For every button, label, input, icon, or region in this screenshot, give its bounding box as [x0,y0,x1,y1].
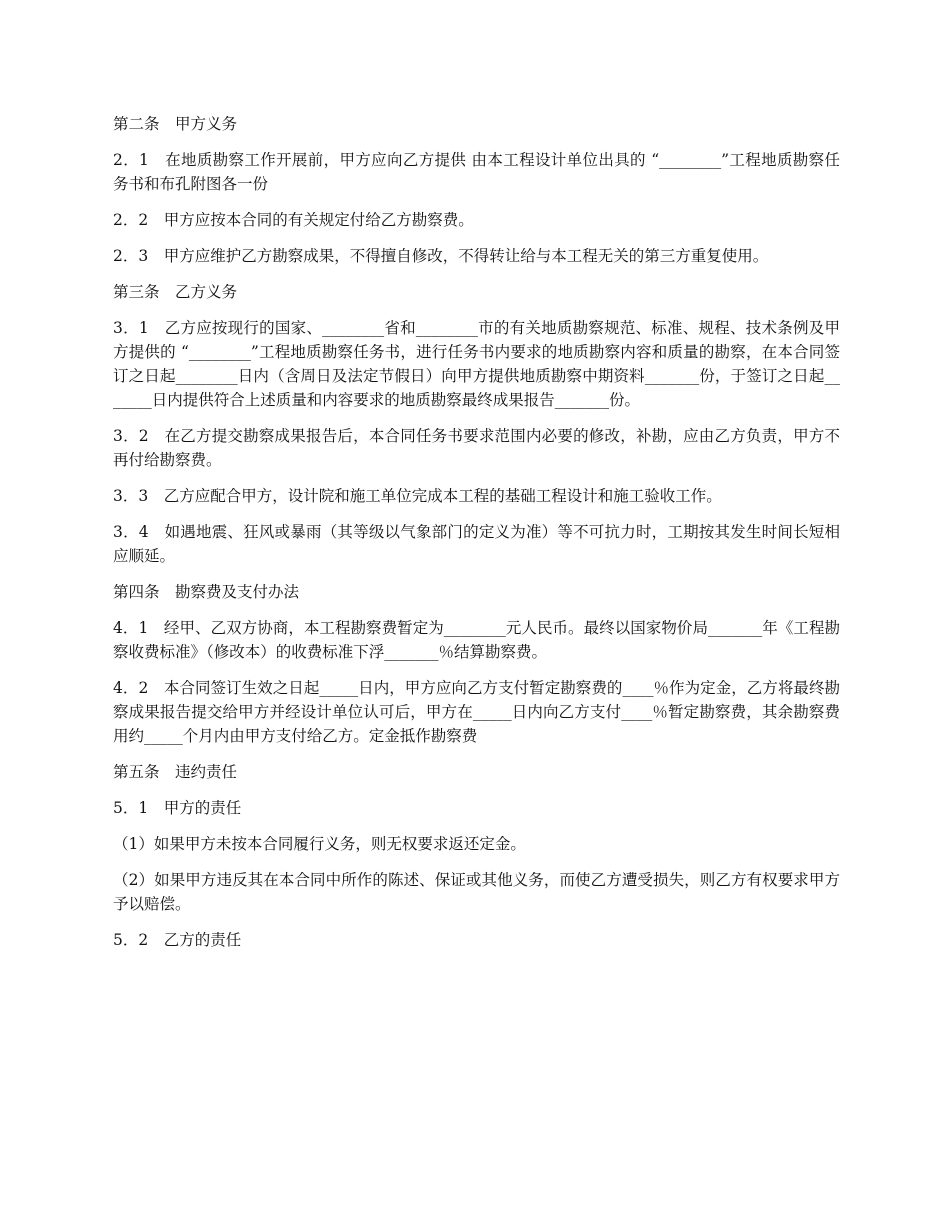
clause-3-3: 3．3 乙方应配合甲方，设计院和施工单位完成本工程的基础工程设计和施工验收工作。 [113,487,722,505]
clause-5-1-item-1: （1）如果甲方未按本合同履行义务，则无权要求返还定金。 [113,835,526,853]
clause-2-1: 2．1 在地质勘察工作开展前，甲方应向乙方提供 由本工程设计单位出具的 “________”工程地质勘察任务书和布孔附图各一份 [113,151,840,193]
clause-3-2: 3．2 在乙方提交勘察成果报告后，本合同任务书要求范围内必要的修改，补勘，应由乙方负责，甲方不再付给勘察费。 [113,427,840,469]
section-heading-article-4: 第四条 勘察费及支付办法 [113,583,300,601]
clause-5-1-item-2: （2）如果甲方违反其在本合同中所作的陈述、保证或其他义务，而使乙方遭受损失，则乙方有权要求甲方予以赔偿。 [113,871,840,913]
section-heading-article-5: 第五条 违约责任 [113,763,238,781]
clause-4-1: 4．1 经甲、乙双方协商，本工程勘察费暂定为________元人民币。最终以国家物价局_______年《工程勘察收费标准》（修改本）的收费标准下浮_______％结算勘察费。 [113,619,840,661]
clause-3-4: 3．4 如遇地震、狂风或暴雨（其等级以气象部门的定义为准）等不可抗力时，工期按其发生时间长短相应顺延。 [113,523,840,565]
clause-2-3: 2．3 甲方应维护乙方勘察成果，不得擅自修改，不得转让给与本工程无关的第三方重复使用。 [113,247,769,265]
clause-5-1-heading: 5．1 甲方的责任 [113,799,242,817]
section-heading-article-2: 第二条 甲方义务 [113,115,238,133]
clause-3-1: 3．1 乙方应按现行的国家、________省和________市的有关地质勘察规范、标准、规程、技术条例及甲方提供的 “________”工程地质勘察任务书，进行任务书内要求的地质勘察内容和质量的勘察，在本合同签订之日起________日内（含周日及法定节假日）向甲方提供地质勘察中期资料_______份，于签订之日起_______日内提供符合上述质量和内容要求的地质勘察最终成果报告_______份。 [113,319,840,409]
document-page [113,112,840,964]
clause-5-2-heading: 5．2 乙方的责任 [113,931,242,949]
clause-2-2: 2．2 甲方应按本合同的有关规定付给乙方勘察费。 [113,211,474,229]
section-heading-article-3: 第三条 乙方义务 [113,283,238,301]
clause-4-2: 4．2 本合同签订生效之日起_____日内，甲方应向乙方支付暂定勘察费的____％作为定金，乙方将最终勘察成果报告提交给甲方并经设计单位认可后，甲方在_____日内向乙方支付____％暂定勘察费，其余勘察费用约_____个月内由甲方支付给乙方。定金抵作勘察费 [113,679,840,745]
